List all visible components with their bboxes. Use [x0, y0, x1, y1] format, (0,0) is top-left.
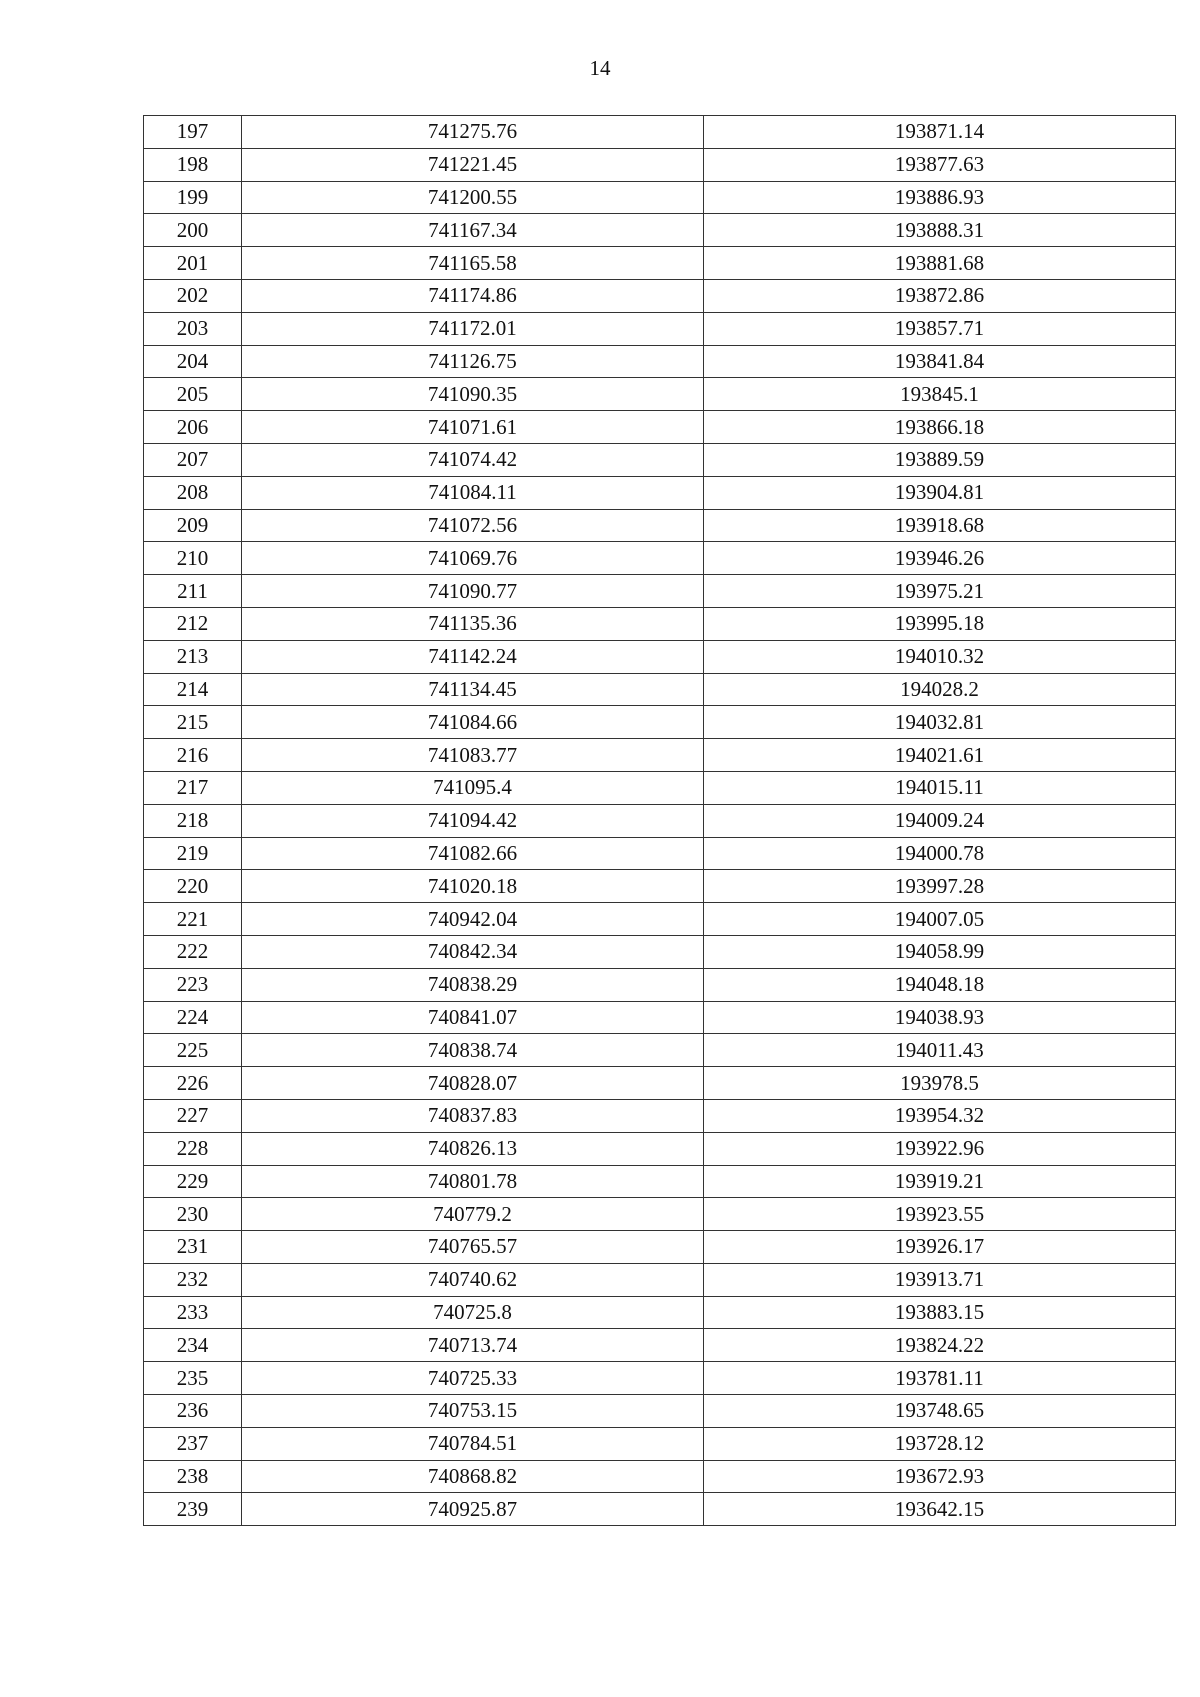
y-coordinate-cell: 193845.1 — [704, 378, 1176, 411]
y-coordinate-cell: 193881.68 — [704, 247, 1176, 280]
y-coordinate-cell: 194028.2 — [704, 673, 1176, 706]
y-coordinate-cell: 194010.32 — [704, 640, 1176, 673]
point-number-cell: 209 — [144, 509, 242, 542]
x-coordinate-cell: 740725.8 — [242, 1296, 704, 1329]
point-number-cell: 197 — [144, 116, 242, 149]
point-number-cell: 219 — [144, 837, 242, 870]
point-number-cell: 211 — [144, 575, 242, 608]
y-coordinate-cell: 193918.68 — [704, 509, 1176, 542]
x-coordinate-cell: 741095.4 — [242, 771, 704, 804]
x-coordinate-cell: 740868.82 — [242, 1460, 704, 1493]
y-coordinate-cell: 193954.32 — [704, 1099, 1176, 1132]
point-number-cell: 199 — [144, 181, 242, 214]
table-row — [144, 706, 1176, 739]
point-number-cell: 229 — [144, 1165, 242, 1198]
x-coordinate-cell: 741072.56 — [242, 509, 704, 542]
table-row — [144, 1099, 1176, 1132]
x-coordinate-cell: 740713.74 — [242, 1329, 704, 1362]
point-number-cell: 236 — [144, 1395, 242, 1428]
y-coordinate-cell: 193866.18 — [704, 411, 1176, 444]
table-row — [144, 1362, 1176, 1395]
x-coordinate-cell: 740837.83 — [242, 1099, 704, 1132]
y-coordinate-cell: 193923.55 — [704, 1198, 1176, 1231]
table-row — [144, 837, 1176, 870]
point-number-cell: 234 — [144, 1329, 242, 1362]
y-coordinate-cell: 193975.21 — [704, 575, 1176, 608]
y-coordinate-cell: 194015.11 — [704, 771, 1176, 804]
point-number-cell: 222 — [144, 935, 242, 968]
point-number-cell: 230 — [144, 1198, 242, 1231]
table-row — [144, 1460, 1176, 1493]
point-number-cell: 217 — [144, 771, 242, 804]
x-coordinate-cell: 741172.01 — [242, 312, 704, 345]
table-row — [144, 476, 1176, 509]
point-number-cell: 213 — [144, 640, 242, 673]
y-coordinate-cell: 193871.14 — [704, 116, 1176, 149]
coordinates-table — [143, 115, 1176, 1526]
x-coordinate-cell: 741094.42 — [242, 804, 704, 837]
x-coordinate-cell: 741090.77 — [242, 575, 704, 608]
y-coordinate-cell: 194058.99 — [704, 935, 1176, 968]
point-number-cell: 238 — [144, 1460, 242, 1493]
table-row — [144, 181, 1176, 214]
y-coordinate-cell: 193857.71 — [704, 312, 1176, 345]
x-coordinate-cell: 741174.86 — [242, 279, 704, 312]
point-number-cell: 206 — [144, 411, 242, 444]
x-coordinate-cell: 741084.11 — [242, 476, 704, 509]
table-row — [144, 279, 1176, 312]
table-row — [144, 542, 1176, 575]
y-coordinate-cell: 193672.93 — [704, 1460, 1176, 1493]
x-coordinate-cell: 741142.24 — [242, 640, 704, 673]
y-coordinate-cell: 193728.12 — [704, 1427, 1176, 1460]
y-coordinate-cell: 194011.43 — [704, 1034, 1176, 1067]
table-row — [144, 247, 1176, 280]
y-coordinate-cell: 193913.71 — [704, 1263, 1176, 1296]
y-coordinate-cell: 193946.26 — [704, 542, 1176, 575]
point-number-cell: 208 — [144, 476, 242, 509]
x-coordinate-cell: 741126.75 — [242, 345, 704, 378]
point-number-cell: 226 — [144, 1067, 242, 1100]
x-coordinate-cell: 740779.2 — [242, 1198, 704, 1231]
table-row — [144, 804, 1176, 837]
y-coordinate-cell: 193824.22 — [704, 1329, 1176, 1362]
point-number-cell: 207 — [144, 443, 242, 476]
point-number-cell: 231 — [144, 1231, 242, 1264]
table-row — [144, 312, 1176, 345]
y-coordinate-cell: 193781.11 — [704, 1362, 1176, 1395]
x-coordinate-cell: 740826.13 — [242, 1132, 704, 1165]
table-row — [144, 870, 1176, 903]
table-row — [144, 1001, 1176, 1034]
y-coordinate-cell: 193919.21 — [704, 1165, 1176, 1198]
x-coordinate-cell: 740801.78 — [242, 1165, 704, 1198]
x-coordinate-cell: 740784.51 — [242, 1427, 704, 1460]
point-number-cell: 201 — [144, 247, 242, 280]
table-row — [144, 1427, 1176, 1460]
table-row — [144, 411, 1176, 444]
table-row — [144, 345, 1176, 378]
x-coordinate-cell: 740838.29 — [242, 968, 704, 1001]
point-number-cell: 218 — [144, 804, 242, 837]
y-coordinate-cell: 193978.5 — [704, 1067, 1176, 1100]
y-coordinate-cell: 194009.24 — [704, 804, 1176, 837]
x-coordinate-cell: 741135.36 — [242, 607, 704, 640]
y-coordinate-cell: 193872.86 — [704, 279, 1176, 312]
x-coordinate-cell: 740828.07 — [242, 1067, 704, 1100]
point-number-cell: 235 — [144, 1362, 242, 1395]
y-coordinate-cell: 194007.05 — [704, 903, 1176, 936]
y-coordinate-cell: 193922.96 — [704, 1132, 1176, 1165]
x-coordinate-cell: 741275.76 — [242, 116, 704, 149]
x-coordinate-cell: 741074.42 — [242, 443, 704, 476]
table-row — [144, 1034, 1176, 1067]
y-coordinate-cell: 193889.59 — [704, 443, 1176, 476]
y-coordinate-cell: 193995.18 — [704, 607, 1176, 640]
point-number-cell: 210 — [144, 542, 242, 575]
y-coordinate-cell: 193888.31 — [704, 214, 1176, 247]
table-row — [144, 673, 1176, 706]
point-number-cell: 215 — [144, 706, 242, 739]
y-coordinate-cell: 193883.15 — [704, 1296, 1176, 1329]
x-coordinate-cell: 741083.77 — [242, 739, 704, 772]
x-coordinate-cell: 740740.62 — [242, 1263, 704, 1296]
table-row — [144, 968, 1176, 1001]
table-row — [144, 1165, 1176, 1198]
table-row — [144, 148, 1176, 181]
point-number-cell: 216 — [144, 739, 242, 772]
point-number-cell: 202 — [144, 279, 242, 312]
point-number-cell: 221 — [144, 903, 242, 936]
x-coordinate-cell: 741084.66 — [242, 706, 704, 739]
table-row — [144, 509, 1176, 542]
table-row — [144, 1067, 1176, 1100]
point-number-cell: 233 — [144, 1296, 242, 1329]
x-coordinate-cell: 741221.45 — [242, 148, 704, 181]
x-coordinate-cell: 740765.57 — [242, 1231, 704, 1264]
point-number-cell: 205 — [144, 378, 242, 411]
y-coordinate-cell: 193886.93 — [704, 181, 1176, 214]
x-coordinate-cell: 741165.58 — [242, 247, 704, 280]
table-row — [144, 214, 1176, 247]
table-row — [144, 903, 1176, 936]
point-number-cell: 224 — [144, 1001, 242, 1034]
point-number-cell: 220 — [144, 870, 242, 903]
point-number-cell: 212 — [144, 607, 242, 640]
x-coordinate-cell: 740838.74 — [242, 1034, 704, 1067]
table-row — [144, 116, 1176, 149]
table-row — [144, 607, 1176, 640]
table-row — [144, 1329, 1176, 1362]
y-coordinate-cell: 194000.78 — [704, 837, 1176, 870]
y-coordinate-cell: 193748.65 — [704, 1395, 1176, 1428]
x-coordinate-cell: 740753.15 — [242, 1395, 704, 1428]
y-coordinate-cell: 193904.81 — [704, 476, 1176, 509]
x-coordinate-cell: 740925.87 — [242, 1493, 704, 1526]
table-row — [144, 378, 1176, 411]
x-coordinate-cell: 740942.04 — [242, 903, 704, 936]
coordinates-table-body — [144, 116, 1176, 1526]
x-coordinate-cell: 741082.66 — [242, 837, 704, 870]
y-coordinate-cell: 194038.93 — [704, 1001, 1176, 1034]
point-number-cell: 225 — [144, 1034, 242, 1067]
y-coordinate-cell: 193926.17 — [704, 1231, 1176, 1264]
x-coordinate-cell: 740725.33 — [242, 1362, 704, 1395]
x-coordinate-cell: 741090.35 — [242, 378, 704, 411]
point-number-cell: 239 — [144, 1493, 242, 1526]
table-row — [144, 935, 1176, 968]
page-number: 14 — [589, 56, 611, 80]
point-number-cell: 223 — [144, 968, 242, 1001]
table-row — [144, 640, 1176, 673]
table-row — [144, 443, 1176, 476]
point-number-cell: 228 — [144, 1132, 242, 1165]
point-number-cell: 198 — [144, 148, 242, 181]
y-coordinate-cell: 193877.63 — [704, 148, 1176, 181]
table-row — [144, 771, 1176, 804]
table-row — [144, 1395, 1176, 1428]
x-coordinate-cell: 741200.55 — [242, 181, 704, 214]
point-number-cell: 203 — [144, 312, 242, 345]
x-coordinate-cell: 740842.34 — [242, 935, 704, 968]
x-coordinate-cell: 741069.76 — [242, 542, 704, 575]
point-number-cell: 200 — [144, 214, 242, 247]
table-row — [144, 739, 1176, 772]
point-number-cell: 204 — [144, 345, 242, 378]
x-coordinate-cell: 741167.34 — [242, 214, 704, 247]
y-coordinate-cell: 193841.84 — [704, 345, 1176, 378]
point-number-cell: 227 — [144, 1099, 242, 1132]
x-coordinate-cell: 741134.45 — [242, 673, 704, 706]
table-row — [144, 1296, 1176, 1329]
x-coordinate-cell: 741071.61 — [242, 411, 704, 444]
table-row — [144, 1231, 1176, 1264]
table-row — [144, 1198, 1176, 1231]
point-number-cell: 214 — [144, 673, 242, 706]
y-coordinate-cell: 194032.81 — [704, 706, 1176, 739]
x-coordinate-cell: 741020.18 — [242, 870, 704, 903]
point-number-cell: 232 — [144, 1263, 242, 1296]
table-row — [144, 1493, 1176, 1526]
point-number-cell: 237 — [144, 1427, 242, 1460]
y-coordinate-cell: 193997.28 — [704, 870, 1176, 903]
y-coordinate-cell: 194048.18 — [704, 968, 1176, 1001]
x-coordinate-cell: 740841.07 — [242, 1001, 704, 1034]
table-row — [144, 1132, 1176, 1165]
table-row — [144, 1263, 1176, 1296]
y-coordinate-cell: 193642.15 — [704, 1493, 1176, 1526]
y-coordinate-cell: 194021.61 — [704, 739, 1176, 772]
table-row — [144, 575, 1176, 608]
